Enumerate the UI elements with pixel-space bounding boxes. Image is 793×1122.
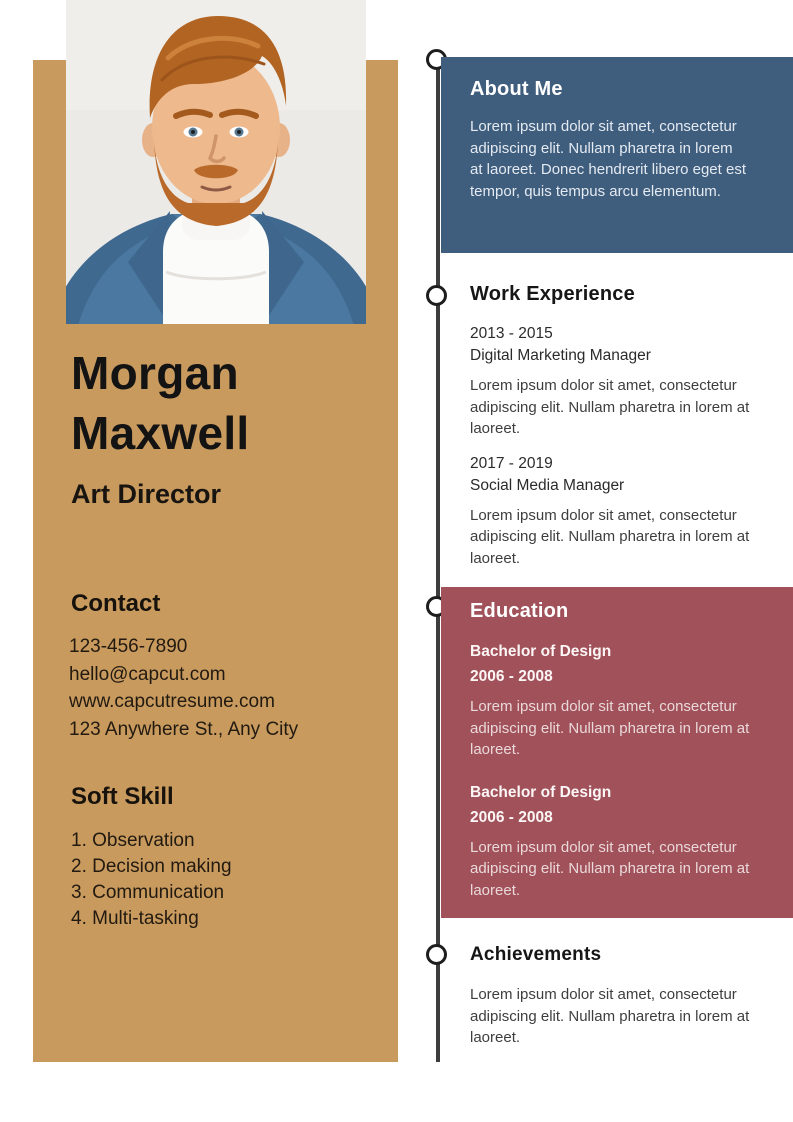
education-entry-period: 2006 - 2008: [470, 808, 553, 826]
person-name: [71, 343, 371, 463]
person-name-line1: Morgan: [71, 347, 239, 399]
education-entry: [470, 639, 775, 761]
timeline-dot-achievements: [426, 944, 447, 965]
profile-photo: [66, 0, 366, 324]
contact-email: hello@capcut.com: [69, 663, 226, 685]
work-entry-period: 2017 - 2019: [470, 454, 553, 472]
education-entry-degree: Bachelor of Design: [470, 643, 612, 660]
skill-item: 4. Multi-tasking: [71, 908, 199, 929]
contact-list: [69, 633, 298, 743]
skill-item: 1. Observation: [71, 830, 195, 851]
achievements-heading: Achievements: [470, 944, 602, 965]
education-entry-body: Lorem ipsum dolor sit amet, consectetur adipiscing elit. Nullam pharetra in lorem at laoreet.: [470, 838, 750, 899]
work-entry: [470, 323, 780, 440]
contact-phone: 123-456-7890: [69, 636, 188, 657]
education-entry-period: 2006 - 2008: [470, 668, 553, 685]
work-entry-body: Lorem ipsum dolor sit amet, consectetur adipiscing elit. Nullam pharetra in lorem at laoreet.: [470, 506, 750, 567]
achievements-body: Lorem ipsum dolor sit amet, consectetur adipiscing elit. Nullam pharetra in lorem at laoreet.: [470, 986, 750, 1046]
education-section: [441, 587, 793, 918]
contact-address: 123 Anywhere St., Any City: [69, 718, 299, 740]
achievements-section: [470, 944, 780, 1049]
contact-heading: Contact: [71, 590, 161, 617]
job-title: Art Director: [71, 479, 222, 509]
person-name-line2: Maxwell: [71, 407, 250, 459]
skill-item: 2. Decision making: [71, 856, 232, 877]
work-entry-period: 2013 - 2015: [470, 325, 553, 342]
education-entry: [470, 780, 775, 902]
work-entry: [470, 453, 780, 570]
timeline-dot-work: [426, 285, 447, 306]
about-me-body: Lorem ipsum dolor sit amet, consectetur adipiscing elit. Nullam pharetra in lorem at laoreet. Donec hendrerit libero eget est tempor, quis tempus arcu elementum.: [470, 118, 746, 200]
skill-item: 3. Communication: [71, 882, 225, 903]
portrait-illustration: [66, 0, 366, 324]
about-me-heading: About Me: [470, 78, 563, 100]
soft-skill-list: [71, 828, 232, 932]
timeline-line: [436, 58, 440, 1062]
work-entry-role: Social Media Manager: [470, 476, 625, 494]
contact-website: www.capcutresume.com: [69, 691, 275, 712]
about-me-section: [441, 57, 793, 253]
soft-skill-heading: Soft Skill: [71, 783, 174, 810]
work-experience-section: [470, 283, 780, 582]
work-entry-body: Lorem ipsum dolor sit amet, consectetur adipiscing elit. Nullam pharetra in lorem at laoreet.: [470, 377, 750, 437]
education-entry-degree: Bachelor of Design: [470, 783, 612, 801]
education-heading: Education: [470, 600, 569, 622]
work-experience-heading: Work Experience: [470, 283, 635, 305]
work-entry-role: Digital Marketing Manager: [470, 347, 651, 364]
education-entry-body: Lorem ipsum dolor sit amet, consectetur adipiscing elit. Nullam pharetra in lorem at laoreet.: [470, 698, 750, 758]
